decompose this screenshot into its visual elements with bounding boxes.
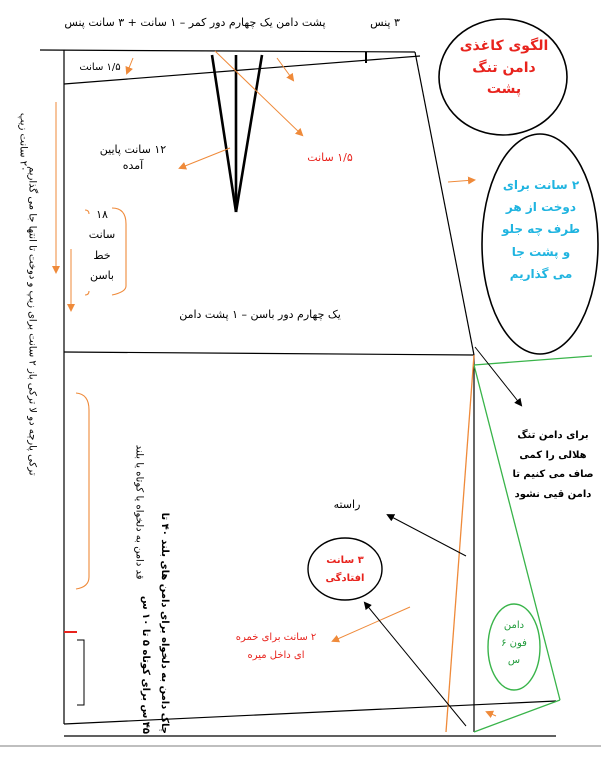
taper-label: ۳ سانت افتادگی (325, 555, 365, 584)
slit-note: چاک دامن به دلخواه برای دامن های بلند ۴۰ تا ۴۵ س برای کوتاه ۵ تا ۱۰ س (140, 512, 170, 734)
hip-line (64, 352, 474, 355)
title-text: الگوی کاغذی دامن تنگ پشت (459, 38, 549, 98)
taper-guide-line (446, 355, 474, 732)
header-right-text: ۳ پنس (370, 16, 400, 29)
hip-depth-label: ۱۸ سانت خط باسن (88, 208, 116, 283)
straight-label: راسته (333, 498, 361, 511)
hip-formula-label: یک چهارم دور باسن – ۱ پشت دامن (179, 308, 341, 321)
dart-side-label: ۱/۵ سانت (307, 151, 353, 164)
seam-allowance-text: ۲ سانت برای دوخت از هر طرف چه جلو و پشت جا می گذاریم (501, 178, 581, 281)
fun-skirt-label: دامن فون ۶ س (501, 620, 527, 666)
small-offset-label: ۱/۵ سانت (79, 62, 121, 73)
slit-bracket (77, 640, 84, 705)
waist-top-line (40, 50, 415, 52)
zipper-label: ۲۰ سانت زیپ (17, 112, 29, 172)
fold-note: ترکی پارچه دو لا ترکی باز ۲ سانت برای زیپ و دوخت تا انتها جا می گذاریم (26, 166, 38, 476)
header-left-text: پشت دامن یک چهارم دور کمر – ۱ سانت + ۳ سانت پنس (64, 16, 326, 29)
skirt-length-label: قد دامن به دلخواه یا کوتاه یا بلند (133, 444, 145, 580)
hem-note: ۲ سانت برای خمره ای داخل میره (235, 632, 317, 661)
dart (212, 52, 366, 212)
flare-note: برای دامن تنگ هلالی را کمی صاف می کنیم تا دامن قیی نشود (512, 430, 594, 500)
dart-length-label: ۱۲ سانت پایین آمده (99, 143, 167, 172)
